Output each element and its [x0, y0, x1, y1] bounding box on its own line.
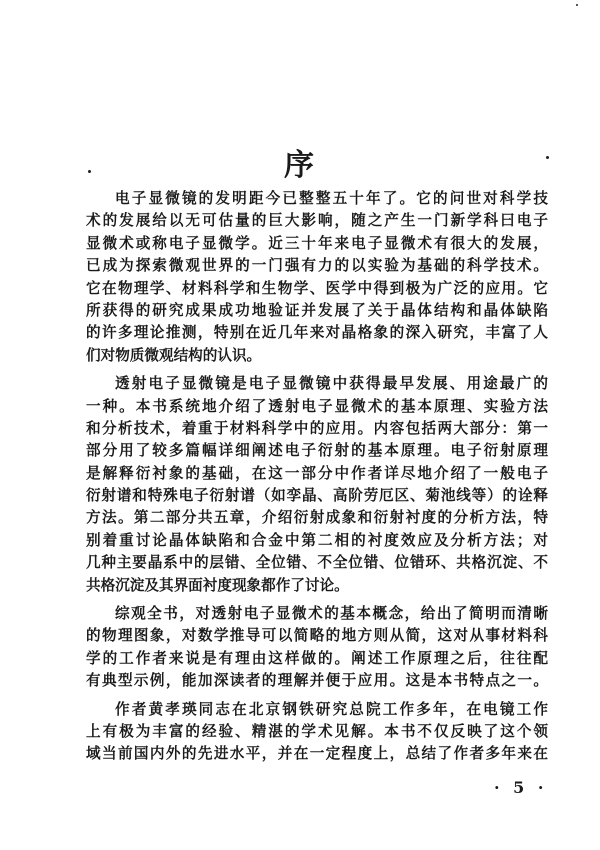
text-line: 是解释衍衬象的基础，在这一部分中作者详尽地介绍了一般电子 — [86, 464, 548, 482]
scan-speck — [576, 4, 578, 6]
scan-speck — [546, 156, 549, 159]
paragraph-3 — [86, 603, 548, 693]
text-line: 作者黄孝瑛同志在北京钢铁研究总院工作多年，在电镜工作 — [115, 700, 548, 718]
text-line: 所获得的研究成果成功地验证并发展了关于晶体结构和晶体缺陷 — [86, 301, 548, 319]
text-line: 学的工作者来说是有理由这样做的。阐述工作原理之后，往往配 — [86, 649, 548, 667]
text-line: 和分析技术，着重于材料科学中的应用。内容包括两大部分：第一 — [86, 419, 548, 437]
text-line: 有典型示例，能加深读者的理解并便于应用。这是本书特点之一。 — [86, 672, 548, 690]
text-line: 别着重讨论晶体缺陷和合金中第二相的衬度效应及分析方法；对 — [86, 531, 548, 549]
text-line: 几种主要晶系中的层错、全位错、不全位错、位错环、共格沉淀、不 — [86, 554, 548, 572]
text-line: 们对物质微观结构的认识。 — [86, 346, 262, 364]
text-line: 方法。第二部分共五章，介绍衍射成象和衍射衬度的分析方法，特 — [86, 509, 548, 527]
text-line: 综观全书，对透射电子显微术的基本概念，给出了简明而清晰 — [115, 605, 548, 623]
text-line: 衍射谱和特殊电子衍射谱（如孪晶、高阶劳厄区、菊池线等）的诠释 — [86, 487, 548, 505]
text-line: 部分用了较多篇幅详细阐述电子衍射的基本原理。电子衍射原理 — [86, 442, 548, 460]
page-number: · 5 · — [494, 778, 548, 797]
scan-speck — [88, 170, 91, 173]
preface-body — [86, 188, 548, 772]
text-line: 的许多理论推测，特别在近几年来对晶格象的深入研究，丰富了人 — [86, 324, 548, 342]
page-title: 序 — [284, 148, 316, 183]
text-line: 显微术或称电子显微学。近三十年来电子显微术有很大的发展， — [86, 234, 548, 252]
text-line: 的物理图象，对数学推导可以简略的地方则从简，这对从事材料科 — [86, 627, 548, 645]
paragraph-1 — [86, 188, 548, 367]
text-line: 已成为探索微观世界的一门强有力的以实验为基础的科学技术。 — [86, 257, 548, 275]
text-line: 一种。本书系统地介绍了透射电子显微术的基本原理、实验方法 — [86, 397, 548, 415]
text-line: 术的发展给以无可估量的巨大影响，随之产生一门新学科曰电子 — [86, 212, 548, 230]
text-line: 上有极为丰富的经验、精湛的学术见解。本书不仅反映了这个领 — [86, 722, 548, 740]
text-line: 共格沉淀及其界面衬度现象都作了讨论。 — [86, 576, 349, 594]
paragraph-2 — [86, 373, 548, 597]
text-line: 透射电子显微镜是电子显微镜中获得最早发展、用途最广的 — [115, 375, 548, 393]
text-line: 电子显微镜的发明距今已整整五十年了。它的问世对科学技 — [115, 190, 548, 207]
paragraph-4 — [86, 699, 548, 766]
text-line: 域当前国内外的先进水平，并在一定程度上，总结了作者多年来在 — [86, 745, 548, 763]
text-line: 它在物理学、材料科学和生物学、医学中得到极为广泛的应用。它 — [86, 279, 548, 297]
